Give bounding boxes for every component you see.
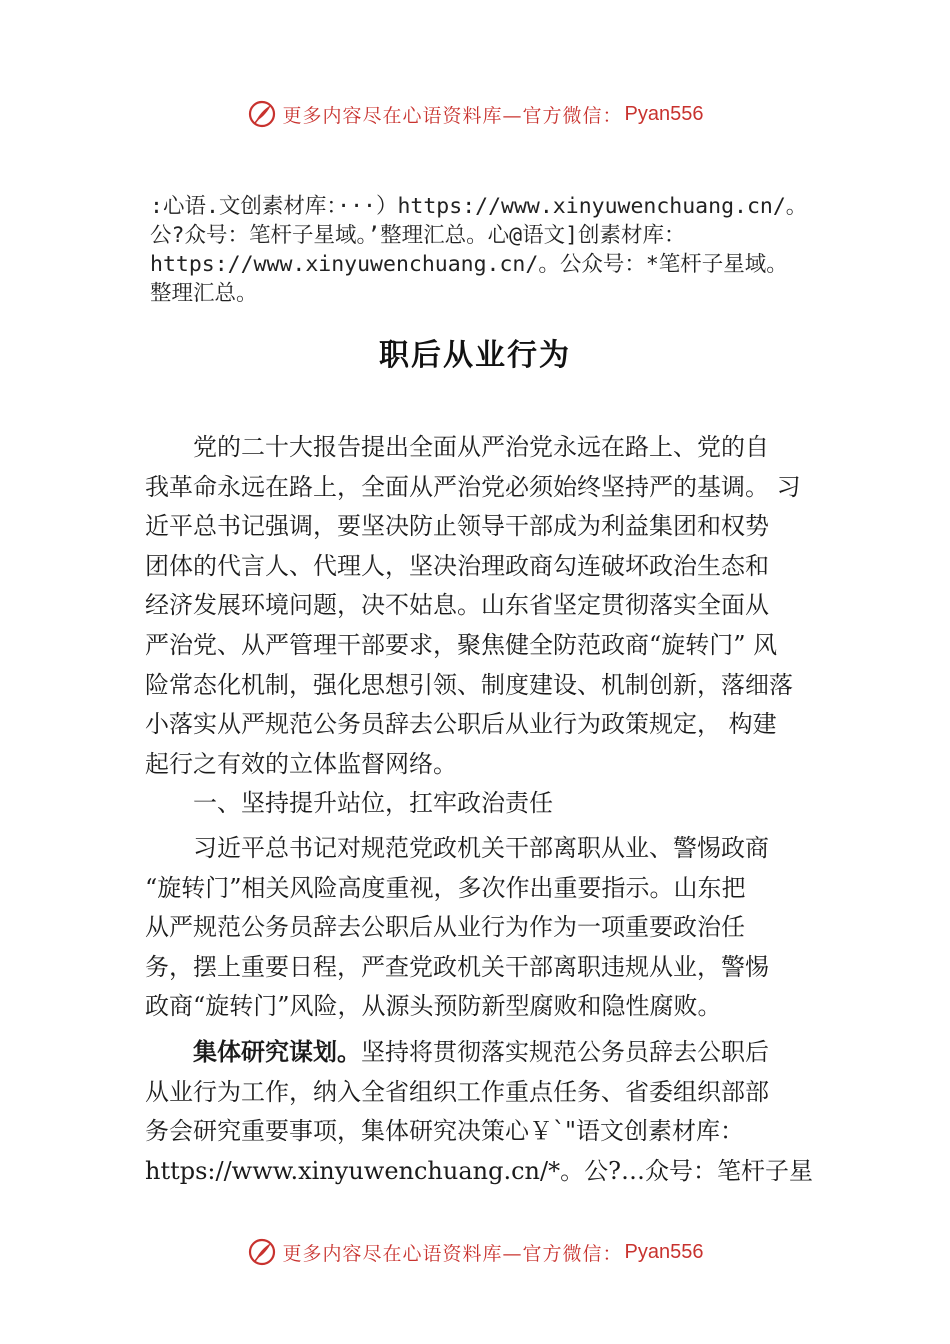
header-line: https://www.xinyuwenchuang.cn/。公众号：*笔杆子星域。 — [150, 252, 788, 277]
text-line: 从业行为工作，纳入全省组织工作重点任务、省委组织部部 — [145, 1077, 769, 1106]
page-title: 职后从业行为 — [379, 338, 571, 373]
text-line: 务会研究重要事项，集体研究决策心￥`"语文创素材库： — [145, 1117, 745, 1146]
text-line — [145, 1033, 810, 1073]
banner-wechat-id: Pyan556 — [624, 1240, 704, 1263]
text-line: 小落实从严规范公务员辞去公职后从业行为政策规定， 构建 — [145, 710, 777, 739]
document-body — [145, 428, 813, 1191]
text-line: 险常态化机制，强化思想引领、制度建设、机制创新，落细落 — [145, 670, 793, 699]
header-line: 公?众号：笔杆子星域。’整理汇总。心@语文]创素材库： — [150, 223, 686, 248]
text-line: 务，摆上重要日程，严查党政机关干部离职违规从业，警惕 — [145, 952, 769, 981]
paragraph-lead: 集体研究谋划。 — [193, 1037, 361, 1066]
text-line: 从严规范公务员辞去公职后从业行为作为一项重要政治任 — [145, 913, 745, 942]
banner-wechat-id: Pyan556 — [624, 102, 704, 125]
section-heading — [145, 784, 810, 824]
quill-logo-icon — [247, 1237, 277, 1267]
text-line: 近平总书记强调，要坚决防止领导干部成为利益集团和权势 — [145, 512, 769, 541]
text-line: 政商“旋转门”风险，从源头预防新型腐败和隐性腐败。 — [145, 992, 722, 1021]
text-line: 经济发展环境问题，决不姑息。山东省坚定贯彻落实全面从 — [145, 591, 769, 620]
paragraph-intro — [145, 428, 810, 784]
section-heading-text: 一、坚持提升站位，扛牢政治责任 — [193, 789, 553, 818]
header-note — [150, 192, 840, 308]
text-line: 习近平总书记对规范党政机关干部离职从业、警惕政商 — [193, 833, 769, 862]
text-line: “旋转门”相关风险高度重视，多次作出重要指示。山东把 — [145, 873, 746, 902]
header-line: :心语.文创素材库：···）https://www.xinyuwenchuang.cn/。 — [150, 194, 808, 219]
paragraph-collective — [145, 1033, 813, 1191]
text-line: 党的二十大报告提出全面从严治党永远在路上、党的自 — [193, 433, 769, 461]
footer-banner — [0, 1232, 950, 1272]
header-banner — [0, 94, 950, 134]
quill-logo-icon — [247, 99, 277, 129]
text-line: 严治党、从严管理干部要求，聚焦健全防范政商“旋转门” 风 — [145, 630, 778, 659]
text-line: 团体的代言人、代理人，坚决治理政商勾连破坏政治生态和 — [145, 551, 769, 580]
text-line: https://www.xinyuwenchuang.cn/*。公?…众号：笔杆子星 — [145, 1156, 813, 1185]
paragraph-directive — [145, 829, 810, 1027]
text-line: 我革命永远在路上，全面从严治党必须始终坚持严的基调。 习 — [145, 472, 801, 501]
text-fragment: 坚持将贯彻落实规范公务员辞去公职后 — [361, 1037, 769, 1066]
banner-text: 更多内容尽在心语资料库—官方微信： — [282, 1242, 623, 1265]
text-line: 起行之有效的立体监督网络。 — [145, 749, 457, 778]
banner-text: 更多内容尽在心语资料库—官方微信： — [282, 104, 623, 127]
header-line: 整理汇总。 — [150, 281, 258, 306]
